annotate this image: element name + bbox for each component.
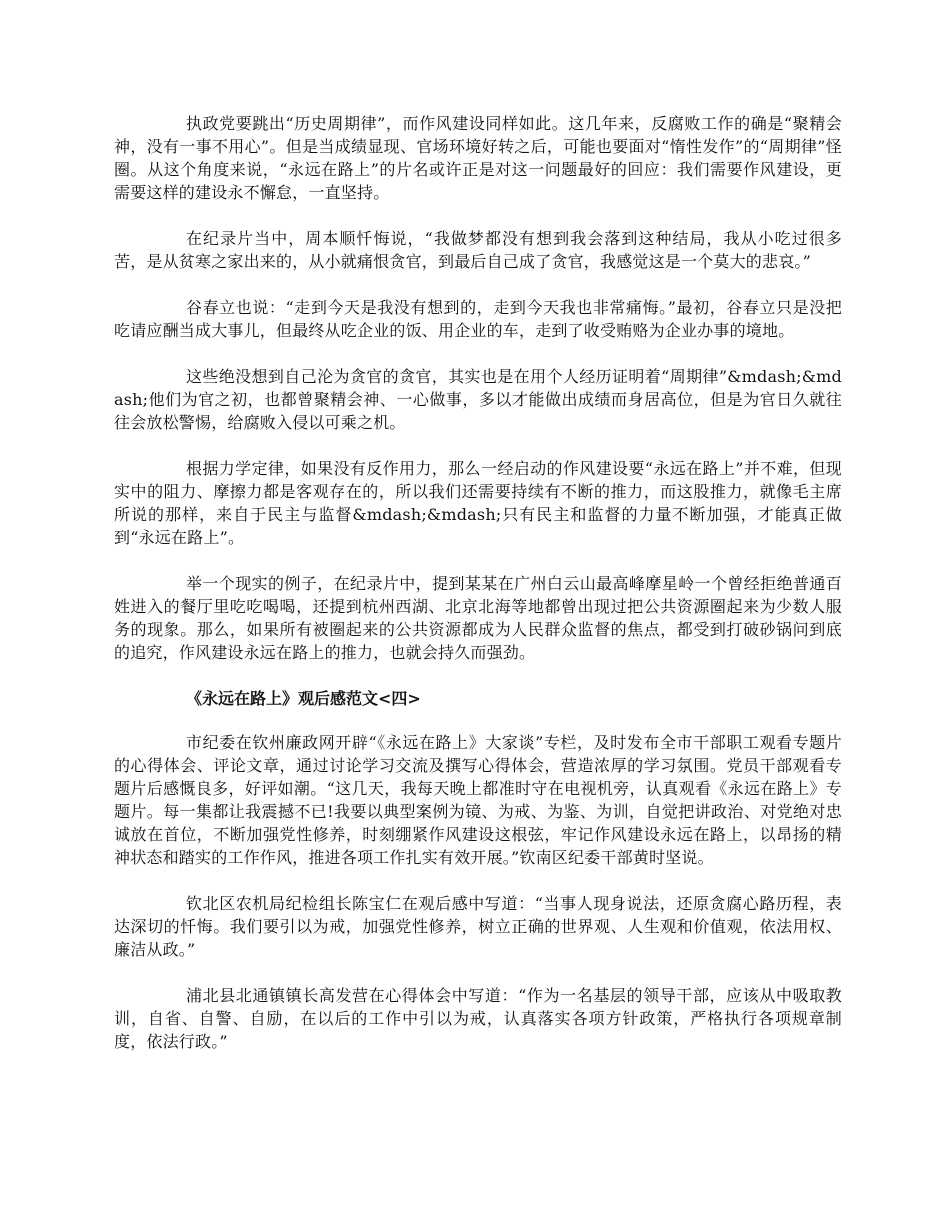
paragraph: 执政党要跳出“历史周期律”，而作风建设同样如此。这几年来，反腐败工作的确是“聚精会神，没有一事不用心”。但是当成绩显现、官场环境好转之后，可能也要面对“惰性发作”的“周期律”怪圈。从这个角度来说，“永远在路上”的片名或许正是对这一问题最好的回应：我们需要作风建设，更需要这样的建设永不懈怠，一直坚持。	[114, 114, 842, 202]
paragraph: 根据力学定律，如果没有反作用力，那么一经启动的作风建设要“永远在路上”并不难，但现实中的阻力、摩擦力都是客观存在的，所以我们还需要持续有不断的推力，而这股推力，就像毛主席所说的那样，来自于民主与监督&mdash;&mdash;只有民主和监督的力量不断加强，才能真正做到“永远在路上”。	[114, 459, 842, 547]
paragraph: 谷春立也说：“走到今天是我没有想到的，走到今天我也非常痛悔。”最初，谷春立只是没把吃请应酬当成大事儿，但最终从吃企业的饭、用企业的车，走到了收受贿赂为企业办事的境地。	[114, 298, 842, 340]
paragraph: 钦北区农机局纪检组长陈宝仁在观后感中写道：“当事人现身说法，还原贪腐心路历程，表达深切的忏悔。我们要引以为戒，加强党性修养，树立正确的世界观、人生观和价值观，依法用权、廉洁从政。”	[114, 894, 842, 959]
paragraph: 举一个现实的例子，在纪录片中，提到某某在广州白云山最高峰摩星岭一个曾经拒绝普通百姓进入的餐厅里吃吃喝喝，还提到杭州西湖、北京北海等地都曾出现过把公共资源圈起来为少数人服务的现象。那么，如果所有被圈起来的公共资源都成为人民群众监督的焦点，都受到打破砂锅问到底的追究，作风建设永远在路上的推力，也就会持久而强劲。	[114, 574, 842, 662]
section-heading: 《永远在路上》观后感范文<四>	[186, 689, 421, 708]
paragraph: 浦北县北通镇镇长高发营在心得体会中写道：“作为一名基层的领导干部，应该从中吸取教训，自省、自警、自励，在以后的工作中引以为戒，认真落实各项方针政策，严格执行各项规章制度，依法行政。”	[114, 986, 842, 1051]
document-body	[114, 112, 842, 1076]
paragraph: 这些绝没想到自己沦为贪官的贪官，其实也是在用个人经历证明着“周期律”&mdash;&mdash;他们为官之初，也都曾聚精会神、一心做事，多以才能做出成绩而身居高位，但是为官日久就往往会放松警惕，给腐败入侵以可乘之机。	[114, 367, 842, 432]
paragraph: 在纪录片当中，周本顺忏悔说，“我做梦都没有想到我会落到这种结局，我从小吃过很多苦，是从贫寒之家出来的，从小就痛恨贪官，到最后自己成了贪官，我感觉这是一个莫大的悲哀。”	[114, 229, 842, 271]
paragraph: 市纪委在钦州廉政网开辟“《永远在路上》大家谈”专栏，及时发布全市干部职工观看专题片的心得体会、评论文章，通过讨论学习交流及撰写心得体会，营造浓厚的学习氛围。党员干部观看专题片后感慨良多，好评如潮。“这几天，我每天晚上都准时守在电视机旁，认真观看《永远在路上》专题片。每一集都让我震撼不已!我要以典型案例为镜、为戒、为鉴、为训，自觉把讲政治、对党绝对忠诚放在首位，不断加强党性修养，时刻绷紧作风建设这根弦，牢记作风建设永远在路上，以昂扬的精神状态和踏实的工作作风，推进各项工作扎实有效开展。”钦南区纪委干部黄时坚说。	[114, 733, 842, 867]
